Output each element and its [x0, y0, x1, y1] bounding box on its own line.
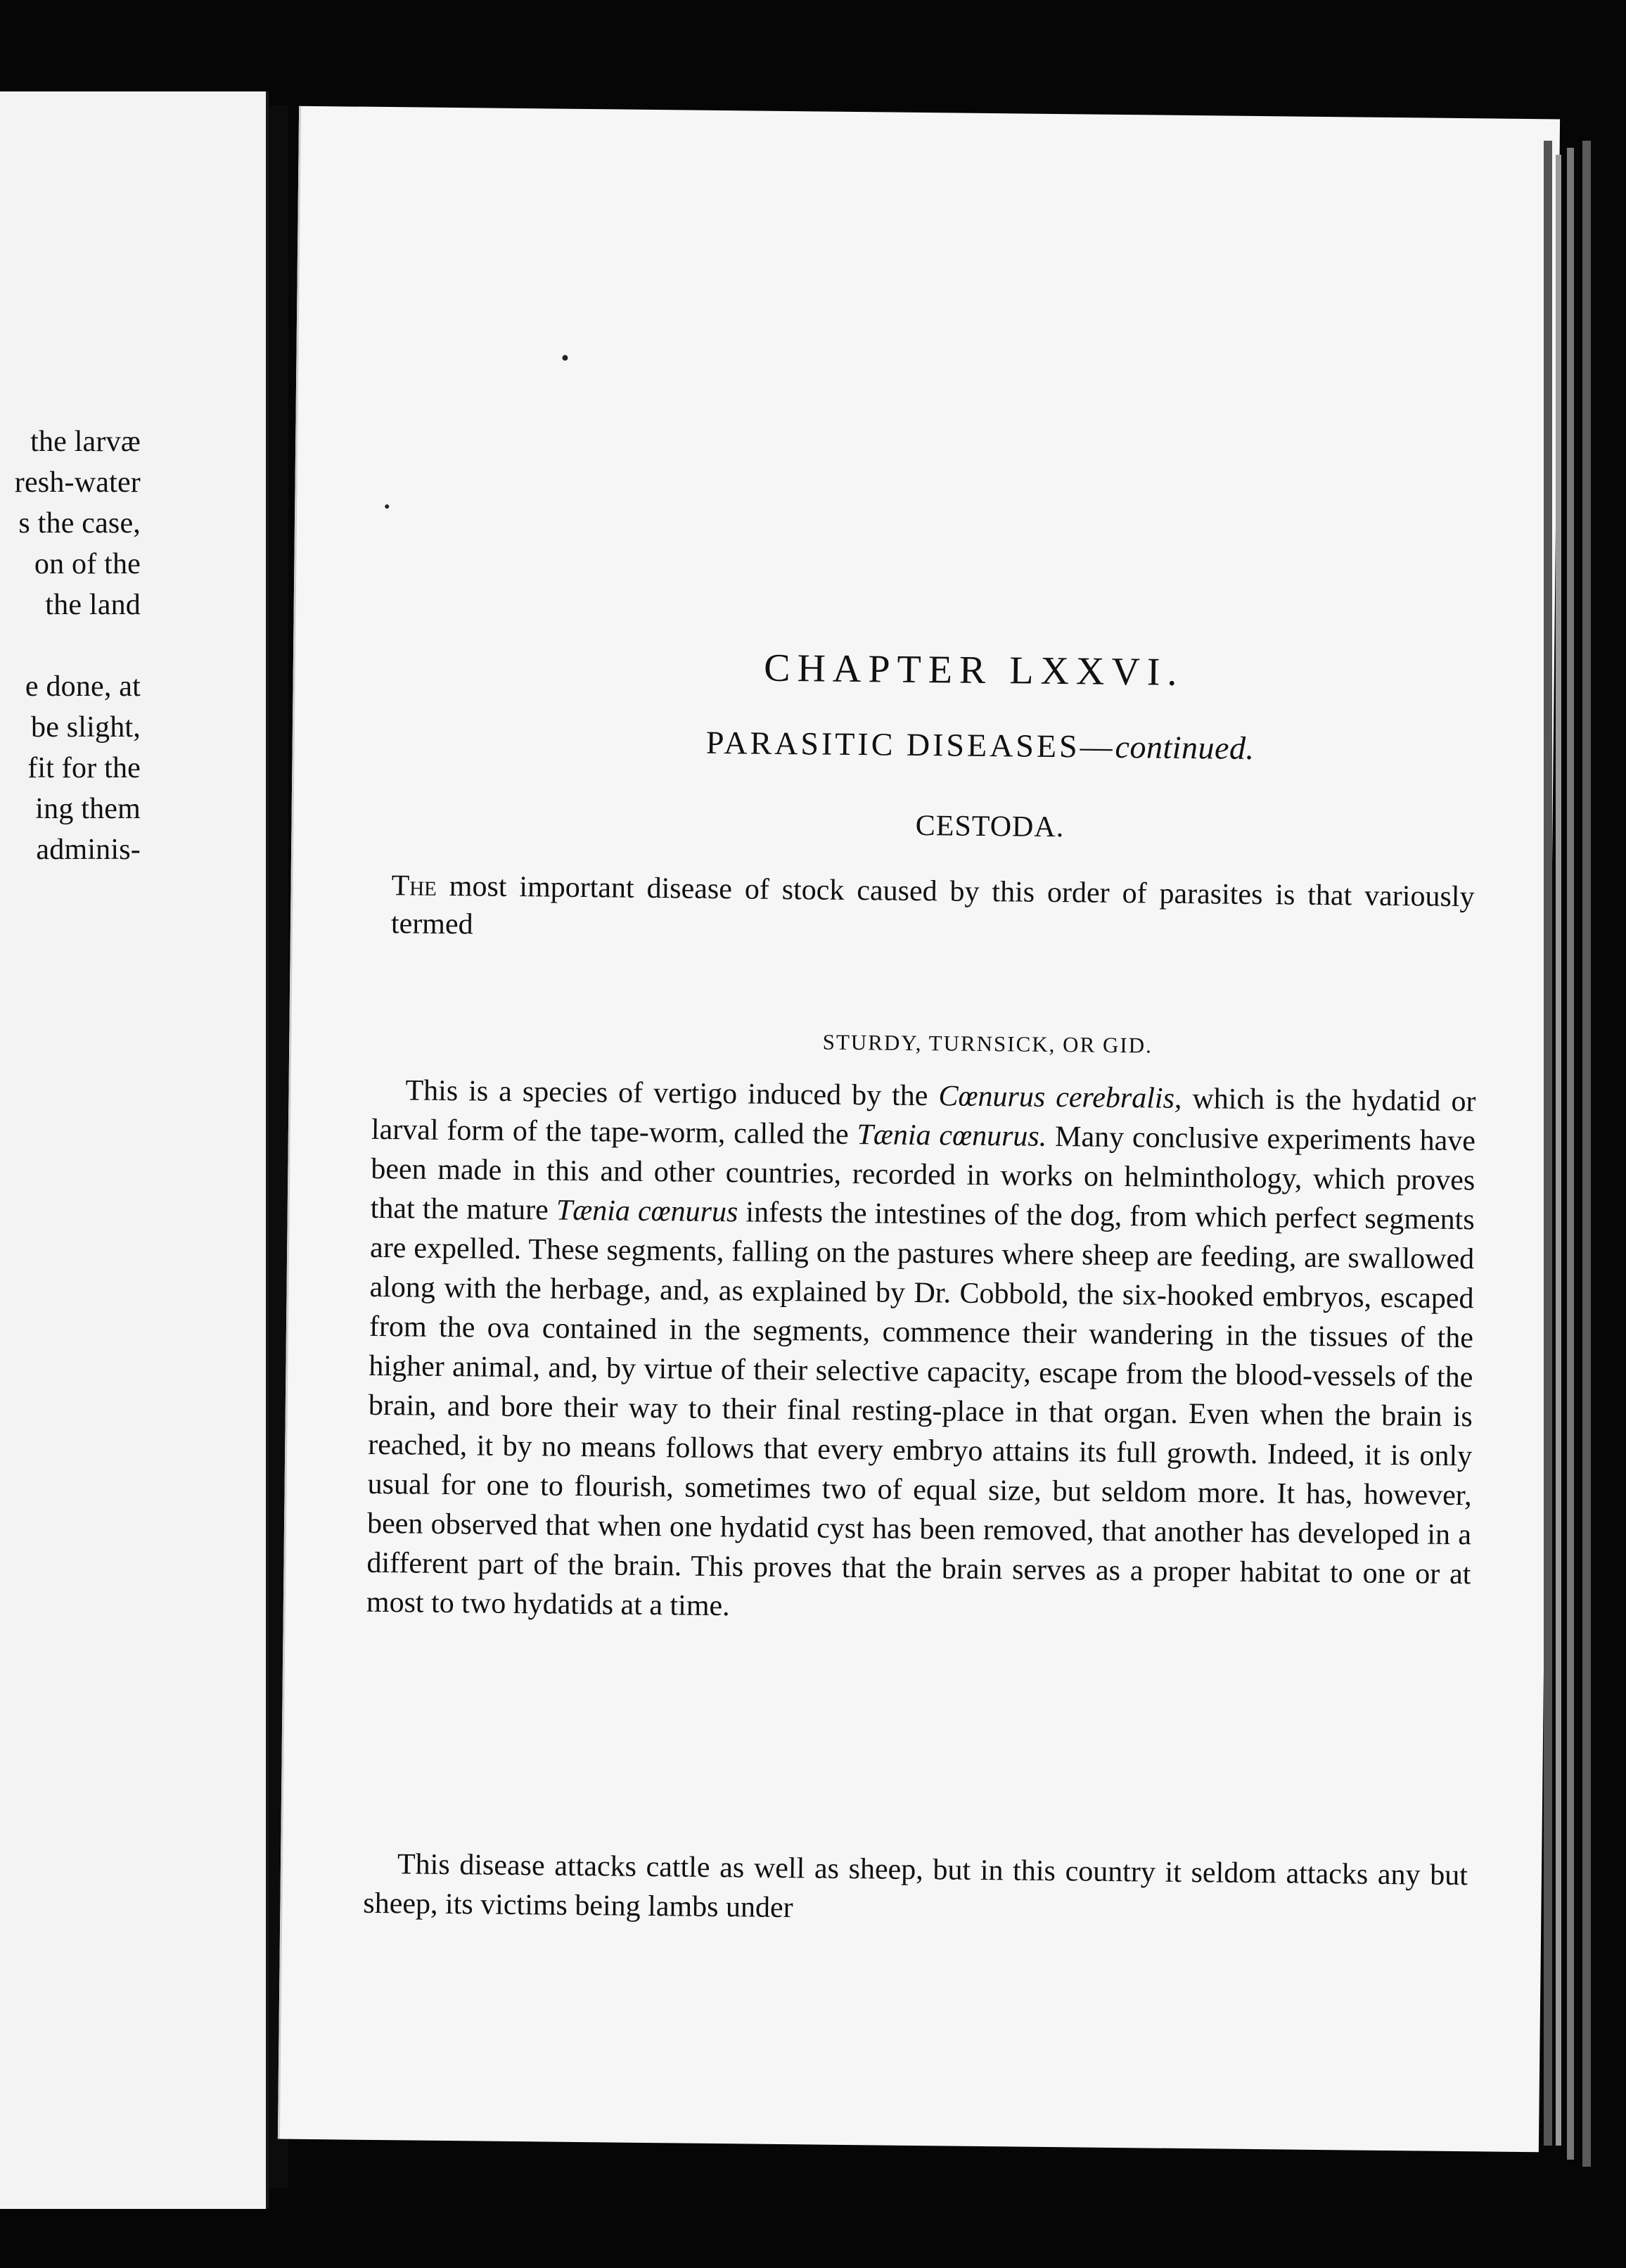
- left-page-line: adminis-: [36, 834, 141, 866]
- left-page-line: s the case,: [18, 507, 141, 540]
- italic-term: Tænia cœnurus.: [857, 1119, 1047, 1153]
- body-paragraph: This disease attacks cattle as well as sheep, but in this country it seldom attacks any but sheep, its victims being lambs under: [363, 1848, 1468, 1925]
- italic-term: Cœnurus cerebralis,: [938, 1080, 1182, 1115]
- paragraph-text: infests the intestines of the dog, from which perfect segments are expelled. These segments, falling on the pastures where sheep are feeding, are swallowed along with the herbage, and, as explained by Dr. Cobbold, the six-hooked embryos, escaped from the ova contained in the segments, commence their wandering in the tissues of the higher animal, and, by virtue of their selective capacity, escape from the blood-vessels of the brain, and bore their way to their final resting-place in that organ. Even when the brain is reached, it by no means follows that every embryo attains its full growth. Indeed, it is only usual for one to flourish, sometimes two of equal size, but seldom more. It has, however, been observed that when one hydatid cyst has been removed, that another has developed in a different part of the brain. This proves that the brain serves as a proper habitat to one or at most to two hydatids at a time.: [366, 1196, 1475, 1623]
- left-page-line: e done, at: [25, 670, 141, 703]
- italic-term: Tænia cœnurus: [556, 1194, 738, 1229]
- left-page-line: resh-water: [14, 466, 141, 499]
- left-page-line: the land: [45, 589, 141, 621]
- section-title: [294, 720, 1553, 770]
- left-page-line: fit for the: [27, 752, 141, 784]
- paragraph-text: Many conclusive experiments have been made in this and other countries, recorded in works on helminthology, which proves that the mature: [370, 1120, 1476, 1227]
- paper-speck: [385, 504, 389, 509]
- paper-speck: [562, 355, 568, 361]
- section-title-continued: continued.: [1115, 728, 1255, 766]
- paragraph-text: which is the hydatid or larval form of the tape-worm, called the: [371, 1082, 1476, 1152]
- intro-text: most important disease of stock caused by this order of parasites is that variously termed: [390, 869, 1475, 941]
- intro-first-word: The: [391, 869, 437, 903]
- page-edge-shadow: [1544, 141, 1552, 2146]
- chapter-title: CHAPTER LXXVI.: [763, 646, 1184, 694]
- page-edge: [1567, 148, 1574, 2160]
- subheading: STURDY, TURNSICK, OR GID.: [822, 1029, 1153, 1058]
- page-edge: [1582, 141, 1591, 2167]
- page-edge: [1556, 155, 1561, 2146]
- section-title-text: PARASITIC DISEASES—: [705, 724, 1115, 765]
- order-title: CESTODA.: [915, 809, 1065, 844]
- left-page-line: the larvæ: [30, 426, 141, 458]
- paragraph-text: This is a species of vertigo induced by the: [405, 1074, 939, 1113]
- body-paragraph: [366, 1071, 1476, 1633]
- left-page-line: ing them: [35, 793, 141, 825]
- left-page: [0, 91, 269, 2209]
- left-page-line: be slight,: [31, 711, 141, 744]
- right-page: [278, 106, 1560, 2153]
- intro-paragraph: [391, 867, 1475, 954]
- left-page-line: on of the: [34, 548, 141, 580]
